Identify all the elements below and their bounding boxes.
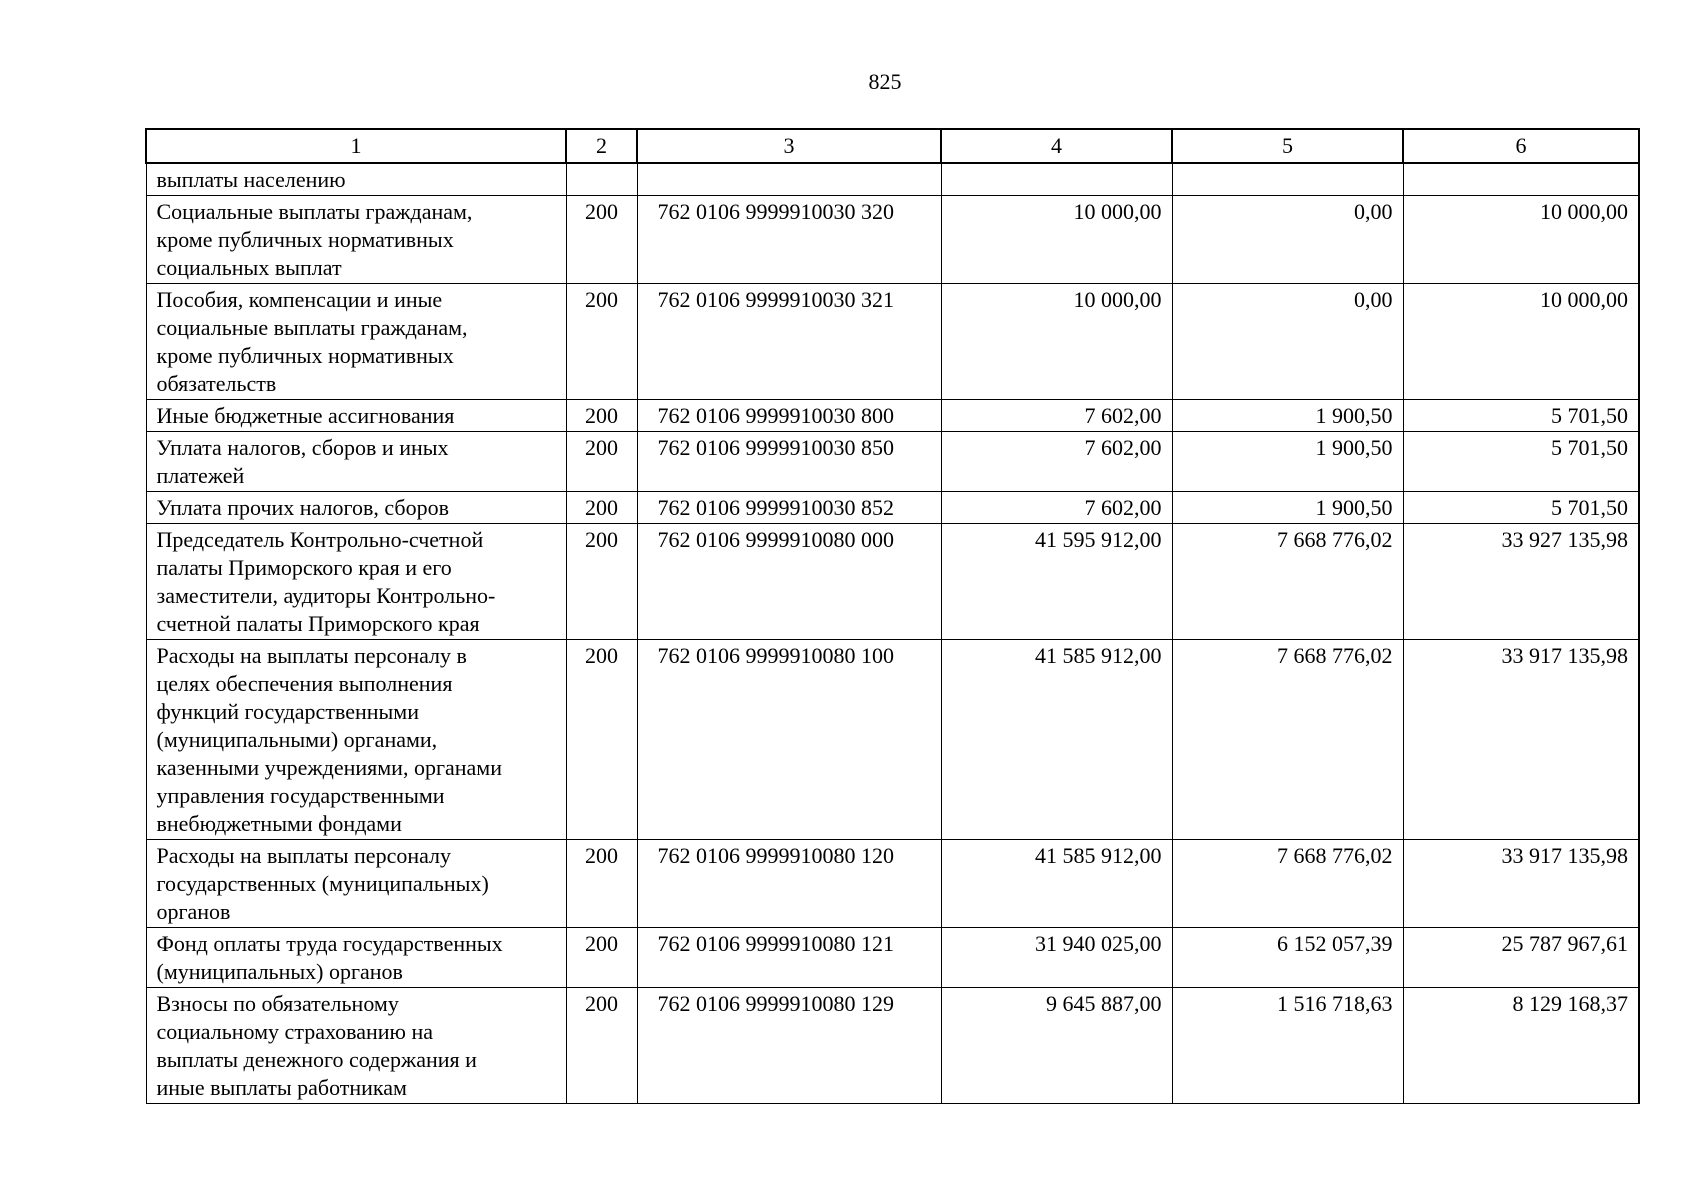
row-unexecuted-cell: 5 701,50 <box>1403 400 1639 432</box>
table-row <box>146 400 1639 432</box>
table-body <box>146 163 1639 1104</box>
table-header-row <box>146 129 1639 163</box>
row-unexecuted-cell <box>1403 163 1639 196</box>
row-code-cell: 200 <box>566 840 637 928</box>
row-name-cell: Уплата налогов, сборов и иных платежей <box>146 432 566 492</box>
page-number: 825 <box>868 69 902 94</box>
row-code-cell: 200 <box>566 400 637 432</box>
row-executed-cell: 1 516 718,63 <box>1172 988 1403 1104</box>
column-header-4: 4 <box>941 129 1172 163</box>
row-code-cell: 200 <box>566 988 637 1104</box>
row-executed-cell: 7 668 776,02 <box>1172 524 1403 640</box>
column-header-6: 6 <box>1403 129 1639 163</box>
row-unexecuted-cell: 10 000,00 <box>1403 196 1639 284</box>
row-name-cell: Расходы на выплаты персоналу государственных (муниципальных) органов <box>146 840 566 928</box>
row-classification-cell: 762 0106 9999910030 321 <box>637 284 941 400</box>
row-approved-cell: 10 000,00 <box>941 284 1172 400</box>
table-row <box>146 524 1639 640</box>
row-code-cell: 200 <box>566 524 637 640</box>
table-row <box>146 196 1639 284</box>
row-classification-cell: 762 0106 9999910080 129 <box>637 988 941 1104</box>
table-row <box>146 163 1639 196</box>
row-code-cell: 200 <box>566 492 637 524</box>
budget-execution-table <box>145 128 1640 1104</box>
row-name-cell: Председатель Контрольно-счетной палаты Приморского края и его заместители, аудиторы Контрольно- счетной палаты Приморского края <box>146 524 566 640</box>
row-name-cell: Расходы на выплаты персоналу в целях обеспечения выполнения функций государственными (муниципальными) органами, казенными учреждениями, органами управления государственными внебюджетными фондами <box>146 640 566 840</box>
row-executed-cell <box>1172 163 1403 196</box>
row-name-cell: Пособия, компенсации и иные социальные выплаты гражданам, кроме публичных нормативных обязательств <box>146 284 566 400</box>
column-header-5: 5 <box>1172 129 1403 163</box>
row-approved-cell <box>941 163 1172 196</box>
table-row <box>146 432 1639 492</box>
row-unexecuted-cell: 33 927 135,98 <box>1403 524 1639 640</box>
row-unexecuted-cell: 25 787 967,61 <box>1403 928 1639 988</box>
column-header-3: 3 <box>637 129 941 163</box>
row-classification-cell <box>637 163 941 196</box>
row-name-cell: Взносы по обязательному социальному страхованию на выплаты денежного содержания и иные выплаты работникам <box>146 988 566 1104</box>
table-row <box>146 492 1639 524</box>
row-executed-cell: 0,00 <box>1172 196 1403 284</box>
row-executed-cell: 1 900,50 <box>1172 400 1403 432</box>
row-approved-cell: 10 000,00 <box>941 196 1172 284</box>
row-classification-cell: 762 0106 9999910030 800 <box>637 400 941 432</box>
row-code-cell: 200 <box>566 284 637 400</box>
row-classification-cell: 762 0106 9999910030 320 <box>637 196 941 284</box>
row-executed-cell: 1 900,50 <box>1172 492 1403 524</box>
row-classification-cell: 762 0106 9999910080 120 <box>637 840 941 928</box>
row-unexecuted-cell: 33 917 135,98 <box>1403 640 1639 840</box>
row-classification-cell: 762 0106 9999910080 100 <box>637 640 941 840</box>
row-unexecuted-cell: 8 129 168,37 <box>1403 988 1639 1104</box>
row-approved-cell: 41 585 912,00 <box>941 640 1172 840</box>
row-code-cell <box>566 163 637 196</box>
row-classification-cell: 762 0106 9999910030 852 <box>637 492 941 524</box>
table-row <box>146 284 1639 400</box>
row-executed-cell: 0,00 <box>1172 284 1403 400</box>
table-row <box>146 640 1639 840</box>
row-executed-cell: 7 668 776,02 <box>1172 640 1403 840</box>
row-executed-cell: 6 152 057,39 <box>1172 928 1403 988</box>
row-name-cell: Уплата прочих налогов, сборов <box>146 492 566 524</box>
column-header-1: 1 <box>146 129 566 163</box>
table-row <box>146 840 1639 928</box>
row-approved-cell: 9 645 887,00 <box>941 988 1172 1104</box>
row-unexecuted-cell: 5 701,50 <box>1403 432 1639 492</box>
table-row <box>146 988 1639 1104</box>
row-code-cell: 200 <box>566 640 637 840</box>
row-name-cell: Фонд оплаты труда государственных (муниципальных) органов <box>146 928 566 988</box>
row-executed-cell: 1 900,50 <box>1172 432 1403 492</box>
row-unexecuted-cell: 33 917 135,98 <box>1403 840 1639 928</box>
row-classification-cell: 762 0106 9999910080 121 <box>637 928 941 988</box>
row-approved-cell: 7 602,00 <box>941 492 1172 524</box>
row-approved-cell: 7 602,00 <box>941 400 1172 432</box>
row-executed-cell: 7 668 776,02 <box>1172 840 1403 928</box>
row-approved-cell: 7 602,00 <box>941 432 1172 492</box>
row-code-cell: 200 <box>566 196 637 284</box>
row-approved-cell: 41 585 912,00 <box>941 840 1172 928</box>
row-code-cell: 200 <box>566 432 637 492</box>
column-header-2: 2 <box>566 129 637 163</box>
row-approved-cell: 41 595 912,00 <box>941 524 1172 640</box>
row-unexecuted-cell: 5 701,50 <box>1403 492 1639 524</box>
row-classification-cell: 762 0106 9999910080 000 <box>637 524 941 640</box>
row-approved-cell: 31 940 025,00 <box>941 928 1172 988</box>
row-unexecuted-cell: 10 000,00 <box>1403 284 1639 400</box>
row-name-cell: Иные бюджетные ассигнования <box>146 400 566 432</box>
row-name-cell: Социальные выплаты гражданам, кроме публичных нормативных социальных выплат <box>146 196 566 284</box>
row-name-cell: выплаты населению <box>146 163 566 196</box>
table-row <box>146 928 1639 988</box>
row-code-cell: 200 <box>566 928 637 988</box>
row-classification-cell: 762 0106 9999910030 850 <box>637 432 941 492</box>
